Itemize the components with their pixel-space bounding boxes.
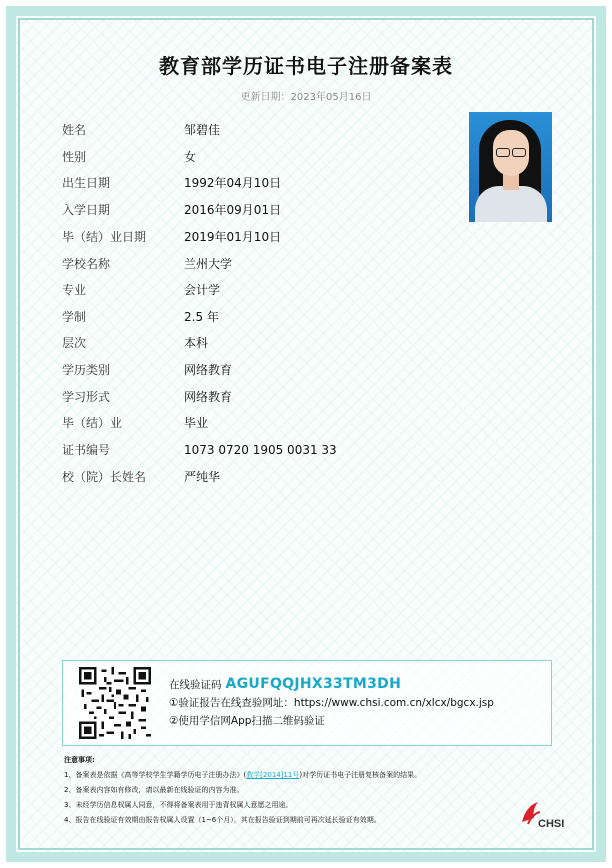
field-label: 学制 xyxy=(62,310,87,324)
field-value: 本科 xyxy=(184,336,209,350)
field-value: 女 xyxy=(184,150,197,164)
field-label: 姓名 xyxy=(62,123,87,137)
notes-section xyxy=(64,753,534,828)
field-value: 1992年04月10日 xyxy=(184,176,282,190)
notes-title: 注意事项: xyxy=(64,756,95,764)
verification-box xyxy=(62,660,552,746)
verification-code[interactable]: AGUFQQJHX33TM3DH xyxy=(225,676,402,692)
note-item: 1、备案表是依据《高等学校学生学籍学历电子注册办法》(教学[2014]11号)对学历证书电子注册复核备案的结果。 xyxy=(64,771,422,779)
field-label: 专业 xyxy=(62,283,87,297)
qr-code[interactable] xyxy=(79,667,151,739)
field-label: 学历类别 xyxy=(62,363,111,377)
field-value: 2016年09月01日 xyxy=(184,203,282,217)
updated-date: 更新日期：2023年05月16日 xyxy=(240,92,372,103)
verification-code-label: 在线验证码 xyxy=(169,679,222,691)
page-title: 教育部学历证书电子注册备案表 xyxy=(159,54,453,78)
field-label: 证书编号 xyxy=(62,443,111,457)
id-photo xyxy=(469,112,552,222)
field-label: 毕（结）业日期 xyxy=(62,230,147,244)
field-value: 邹碧佳 xyxy=(184,123,221,137)
field-value: 会计学 xyxy=(184,283,221,297)
logo-text: CHSI xyxy=(538,818,565,830)
regulation-link[interactable]: 教学[2014]11号 xyxy=(246,771,300,779)
field-label: 学习形式 xyxy=(62,390,111,404)
verification-code-row xyxy=(169,675,494,694)
field-value: 兰州大学 xyxy=(184,257,233,271)
field-label: 层次 xyxy=(62,336,87,350)
field-value: 毕业 xyxy=(184,416,209,430)
verify-app-line: ②使用学信网App扫描二维码验证 xyxy=(169,715,325,727)
verify-url-line[interactable]: ①验证报告在线查验网址：https://www.chsi.com.cn/xlcx/bgcx.jsp xyxy=(169,697,494,709)
field-label: 入学日期 xyxy=(62,203,111,217)
field-value: 严纯华 xyxy=(184,470,221,484)
field-value: 1073 0720 1905 0031 33 xyxy=(184,443,337,457)
field-label: 毕（结）业 xyxy=(62,416,123,430)
field-value: 2019年01月10日 xyxy=(184,230,282,244)
field-value: 2.5 年 xyxy=(184,310,219,324)
field-label: 性别 xyxy=(62,150,87,164)
field-value: 网络教育 xyxy=(184,390,233,404)
field-label: 校（院）长姓名 xyxy=(62,470,147,484)
field-label: 出生日期 xyxy=(62,176,111,190)
field-value: 网络教育 xyxy=(184,363,233,377)
field-label: 学校名称 xyxy=(62,257,111,271)
note-item: 2、备案表内容如有修改，请以最新在线验证的内容为准。 xyxy=(64,786,244,794)
note-item: 4、报告在线验证有效期由报告权属人设置（1~6个月），其在报告验证到期前可再次延长验证有效期。 xyxy=(64,816,381,824)
note-item: 3、未经学历信息权属人同意，不得将备案表用于违背权属人意愿之用途。 xyxy=(64,801,293,809)
